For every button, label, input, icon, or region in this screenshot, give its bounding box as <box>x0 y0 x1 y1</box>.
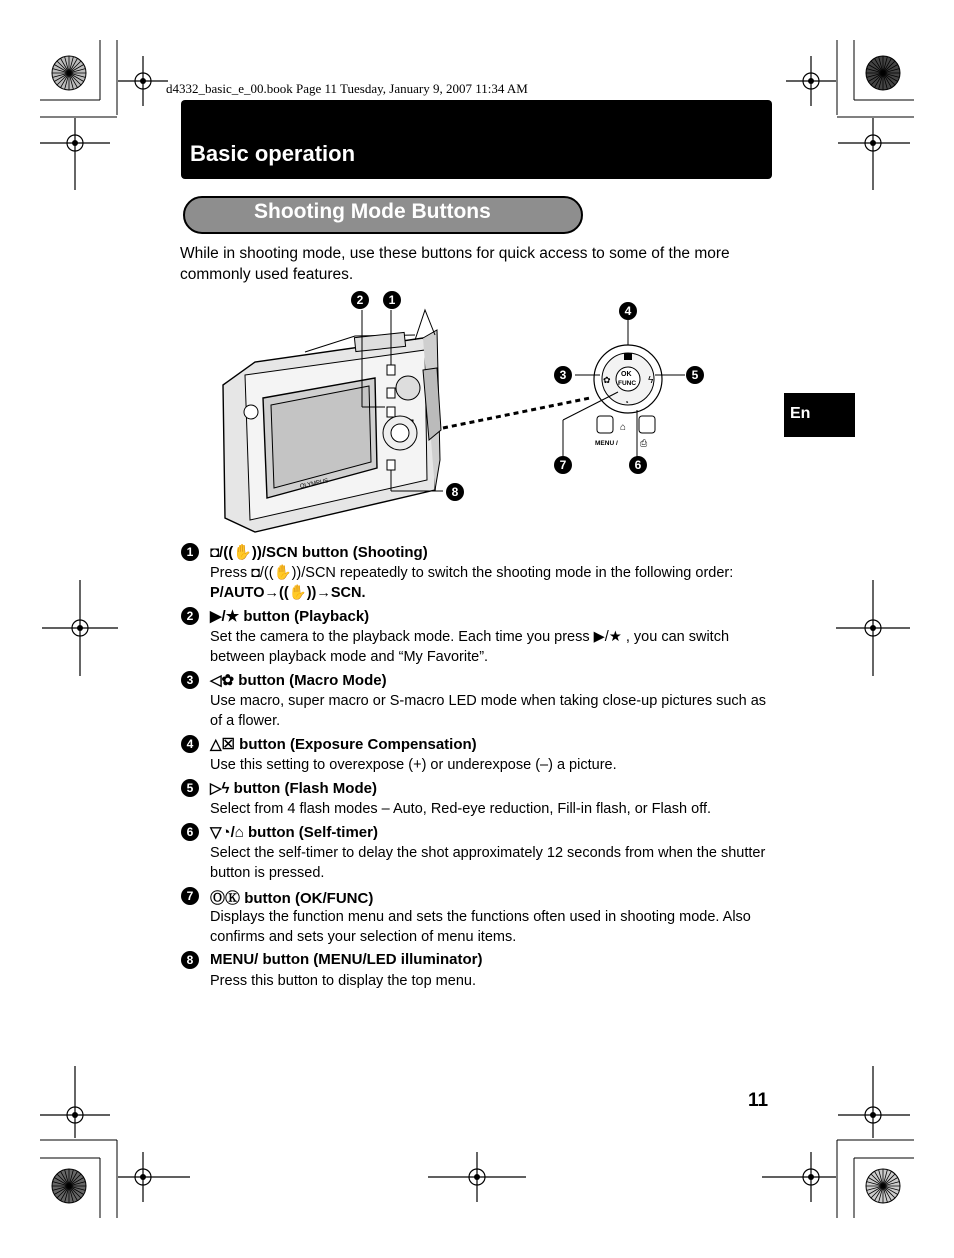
section-title: Shooting Mode Buttons <box>254 200 491 223</box>
svg-text:⎙: ⎙ <box>640 438 648 448</box>
callout-1: 1 <box>383 291 401 309</box>
language-tab: En <box>784 393 855 437</box>
list-item <box>181 887 781 947</box>
callout-3: 3 <box>554 366 572 384</box>
macro-icon: ◁✿ <box>210 672 235 689</box>
shooting-mode-icon: ◘/((✋))/SCN <box>210 544 298 561</box>
camera-diagram <box>215 280 715 540</box>
list-item <box>181 671 781 731</box>
item-title: button (Playback) <box>243 608 370 625</box>
dial-ok-label: OK <box>621 371 632 378</box>
list-item <box>181 951 781 991</box>
svg-text:✿: ✿ <box>603 375 611 385</box>
list-item <box>181 735 781 775</box>
svg-text:◔: ◔ <box>624 398 629 407</box>
svg-text:ϟ: ϟ <box>648 375 654 386</box>
item-body: Select the self-timer to delay the shot approximately 12 seconds from when the shutter button is pressed. <box>210 845 766 881</box>
item-number: 7 <box>181 887 199 905</box>
dial-func-label: FUNC <box>618 380 637 387</box>
chapter-title-bar <box>181 100 772 179</box>
item-body: Use macro, super macro or S-macro LED mode when taking close-up pictures such as of a flower. <box>210 693 767 729</box>
item-number: 3 <box>181 671 199 689</box>
item-number: 4 <box>181 735 199 753</box>
list-item <box>181 779 781 819</box>
callout-8: 8 <box>446 483 464 501</box>
svg-text:⌂: ⌂ <box>620 422 627 433</box>
list-item <box>181 607 781 667</box>
item-number: 6 <box>181 823 199 841</box>
item-title: button (Shooting) <box>301 544 428 561</box>
item-number: 8 <box>181 951 199 969</box>
page-number: 11 <box>748 1090 769 1111</box>
camera-brand: OLYMPUS <box>299 478 330 491</box>
item-title: button (Flash Mode) <box>233 780 377 797</box>
item-body: Select from 4 flash modes – Auto, Red-eye reduction, Fill-in flash, or Flash off. <box>210 801 712 817</box>
menu-icon: MENU/ <box>210 951 263 968</box>
list-item <box>181 543 781 603</box>
menu-label: MENU / <box>595 440 618 447</box>
item-body-order: P/AUTO→((✋))→SCN. <box>210 585 366 601</box>
callout-6: 6 <box>629 456 647 474</box>
playback-icon: ▶/★ <box>210 608 240 625</box>
item-body: Use this setting to overexpose (+) or underexpose (–) a picture. <box>210 757 617 773</box>
exposure-icon: △☒ <box>210 736 235 753</box>
item-number: 2 <box>181 607 199 625</box>
item-title: button (MENU/LED illuminator) <box>262 951 483 968</box>
callout-4: 4 <box>619 302 637 320</box>
item-body: Displays the function menu and sets the functions often used in shooting mode. Also confirms and sets your selection of menu items. <box>210 909 751 945</box>
item-body: Press this button to display the top menu. <box>210 973 476 989</box>
item-title: button (OK/FUNC) <box>244 890 374 907</box>
item-number: 5 <box>181 779 199 797</box>
item-body: Press ◘/((✋))/SCN repeatedly to switch the shooting mode in the following order: <box>210 565 734 581</box>
item-title: button (Self-timer) <box>248 824 378 841</box>
intro-paragraph: While in shooting mode, use these buttons for quick access to some of the more commonly used features. <box>180 245 730 283</box>
item-body: Set the camera to the playback mode. Each time you press ▶/★ , you can switch between playback mode and “My Favorite”. <box>210 629 730 665</box>
file-header-line: d4332_basic_e_00.book Page 11 Tuesday, January 9, 2007 11:34 AM <box>166 81 528 96</box>
callout-5: 5 <box>686 366 704 384</box>
ok-func-icon: ⓄⓀ <box>210 890 241 907</box>
chapter-title: Basic operation <box>190 141 356 166</box>
callout-2: 2 <box>351 291 369 309</box>
item-title: button (Exposure Compensation) <box>239 736 477 753</box>
item-number: 1 <box>181 543 199 561</box>
list-item <box>181 823 781 883</box>
item-title: button (Macro Mode) <box>238 672 387 689</box>
self-timer-icon: ▽◔/⌂ <box>210 824 244 841</box>
callout-7: 7 <box>554 456 572 474</box>
flash-icon: ▷ϟ <box>210 780 230 797</box>
